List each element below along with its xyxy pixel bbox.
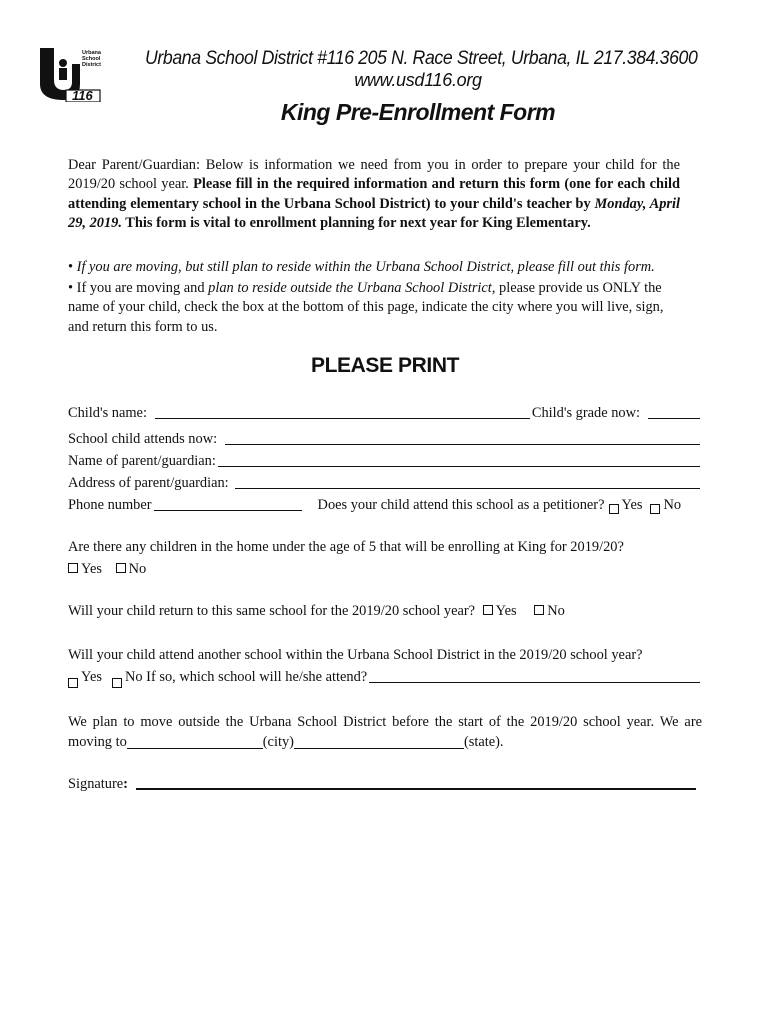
child-info-row xyxy=(68,402,702,422)
intro-instructions: Please fill in the required information and return this form (one for each child attending elementary school in the Urbana School District) to your child's teacher by xyxy=(68,176,680,212)
form-title: King Pre-Enrollment Form xyxy=(280,99,556,125)
other-school-no-checkbox[interactable] xyxy=(112,678,122,688)
due-date: Monday, April 29, 2019. xyxy=(68,195,680,231)
bullet-text-pre: If you are moving and xyxy=(76,280,209,296)
child-name-label: Child's name: xyxy=(68,405,147,421)
under-five-no-checkbox[interactable] xyxy=(116,563,126,573)
return-yes-checkbox[interactable] xyxy=(483,605,493,615)
bullet-symbol: • xyxy=(68,280,74,296)
signature-row xyxy=(68,773,698,793)
other-school-yes-checkbox[interactable] xyxy=(68,678,78,688)
logo-text: Urbana School District xyxy=(82,50,101,68)
petitioner-question: Does your child attend this school as a petitioner? xyxy=(317,497,605,513)
city-field[interactable] xyxy=(127,736,263,749)
signature-field[interactable] xyxy=(136,774,696,790)
petitioner-yes-checkbox[interactable] xyxy=(609,504,619,514)
bullet-text-italic: plan to reside outside the Urbana School District xyxy=(208,280,492,296)
yes-label: Yes xyxy=(621,497,643,513)
child-grade-field[interactable] xyxy=(648,404,700,419)
no-label: No xyxy=(663,497,682,513)
parent-address-field[interactable] xyxy=(235,474,700,489)
question-under-five xyxy=(68,536,708,580)
school-field[interactable] xyxy=(225,430,700,445)
move-out-statement xyxy=(68,712,702,752)
child-grade-label: Child's grade now: xyxy=(531,405,640,421)
child-name-field[interactable] xyxy=(155,404,530,419)
return-no-checkbox[interactable] xyxy=(534,605,544,615)
parent-name-label: Name of parent/guardian: xyxy=(68,453,216,469)
yes-label: Yes xyxy=(81,669,102,685)
no-label: No xyxy=(547,603,565,619)
question-text: Are there any children in the home under the age of 5 that will be enrolling at King for 2019/20? xyxy=(68,539,624,555)
bullet-move-out xyxy=(68,279,680,337)
please-print-heading: PLEASE PRINT xyxy=(310,354,460,377)
intro-paragraph xyxy=(68,156,680,233)
parent-name-row xyxy=(68,450,702,470)
phone-label: Phone number xyxy=(68,497,152,513)
phone-row xyxy=(68,494,702,514)
bullet-text: If you are moving, but still plan to reside within the Urbana School District, please fill out this form. xyxy=(76,259,655,275)
bullet-symbol: • xyxy=(68,259,74,275)
petitioner-no-checkbox[interactable] xyxy=(650,504,660,514)
parent-name-field[interactable] xyxy=(218,452,700,467)
question-other-school xyxy=(68,644,708,688)
no-label: No xyxy=(124,669,143,685)
school-row xyxy=(68,428,702,448)
question-text: Will your child return to this same school for the 2019/20 school year? xyxy=(68,603,476,619)
no-label: No xyxy=(128,561,147,577)
parent-address-label: Address of parent/guardian: xyxy=(68,475,229,491)
which-school-label: If so, which school will he/she attend? xyxy=(146,669,368,685)
phone-field[interactable] xyxy=(154,496,302,511)
yes-label: Yes xyxy=(495,603,517,619)
under-five-yes-checkbox[interactable] xyxy=(68,563,78,573)
city-label: (city) xyxy=(262,734,294,750)
signature-colon: : xyxy=(123,776,128,792)
intro-importance: This form is vital to enrollment planning for next year for King Elementary. xyxy=(121,214,591,231)
school-label: School child attends now: xyxy=(68,431,218,447)
state-field[interactable] xyxy=(294,736,464,749)
logo-number: 116 xyxy=(72,88,93,103)
move-out-text: We plan to move outside the Urbana School District before the start of the 2019/20 school year. We are moving to xyxy=(68,714,702,750)
parent-address-row xyxy=(68,472,702,492)
district-website: www.usd116.org xyxy=(354,70,482,90)
question-return-same-school xyxy=(68,600,708,622)
signature-label: Signature xyxy=(68,776,124,792)
question-text: Will your child attend another school within the Urbana School District in the 2019/20 school year? xyxy=(68,647,643,663)
bullet-text-post: , please provide us ONLY the name of your child, check the box at the bottom of this page, indicate the city where you will live, sign, and return this form to us. xyxy=(68,280,664,335)
yes-label: Yes xyxy=(81,561,102,577)
district-address: Urbana School District #116 205 N. Race Street, Urbana, IL 217.384.3600 xyxy=(145,48,698,69)
which-school-field[interactable] xyxy=(369,668,700,683)
bullet-stay-in-district xyxy=(68,258,680,277)
state-label: (state). xyxy=(463,734,504,750)
intro-text: Dear Parent/Guardian: Below is information we need from you in order to prepare your child for the 2019/20 school year. xyxy=(68,157,680,193)
